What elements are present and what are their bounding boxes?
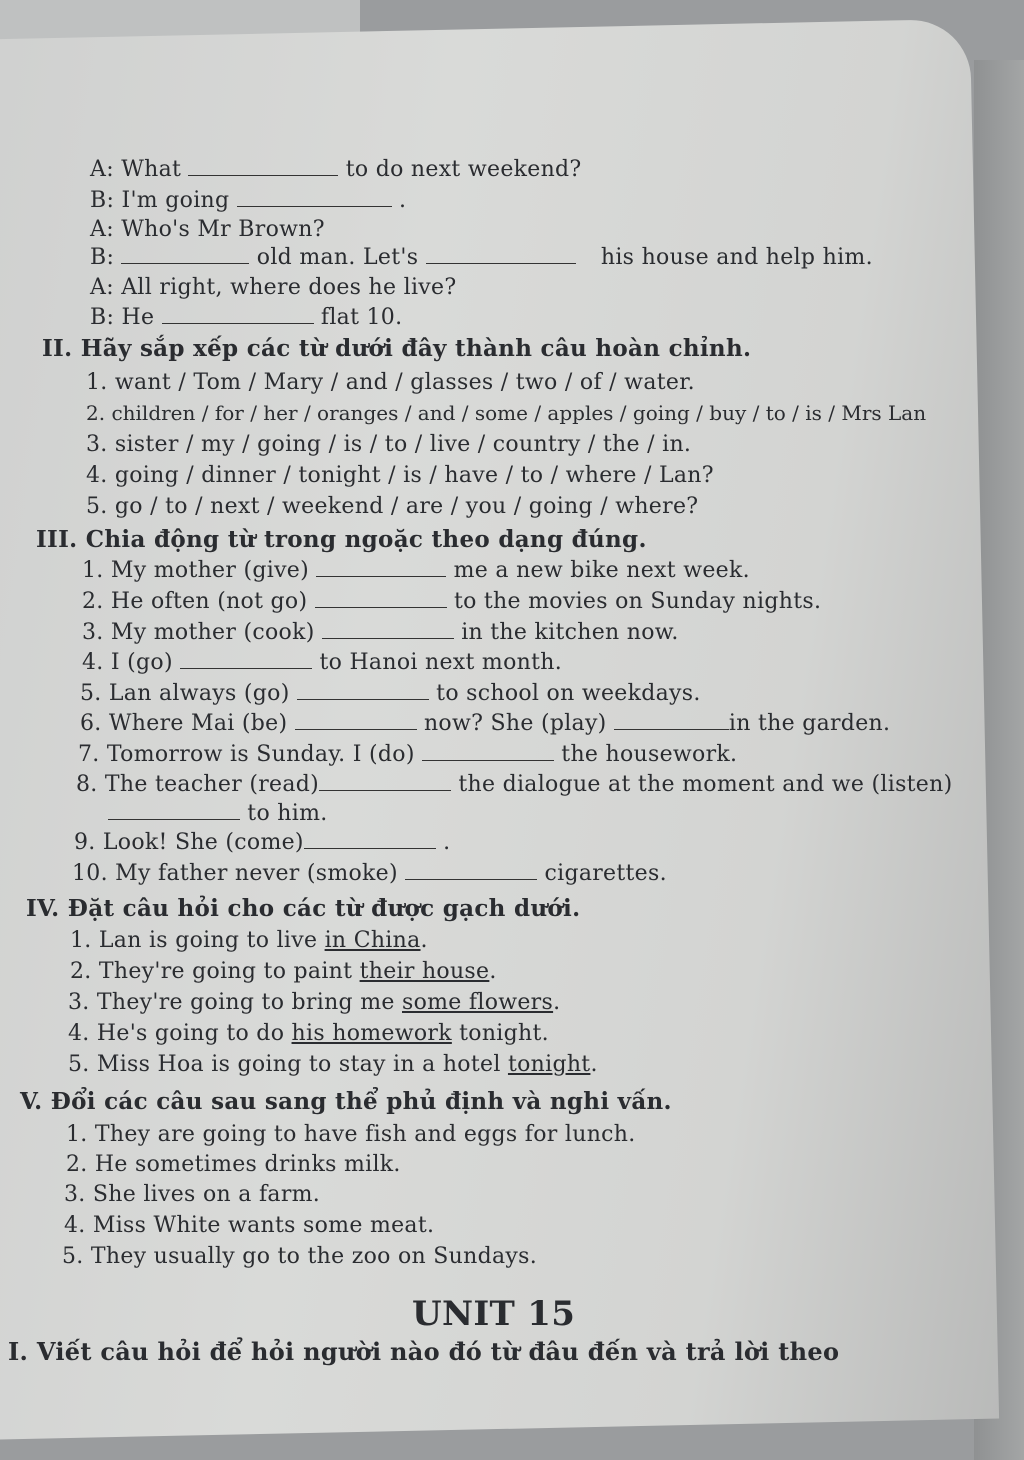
sec3-item-cont: to him. — [108, 801, 328, 826]
dialogue-line-4: B: old man. Let's his house and help him. — [90, 245, 873, 270]
sec4-item: 2. They're going to paint their house. — [70, 959, 497, 984]
dialogue-line-1: A: What to do next weekend? — [90, 157, 582, 182]
sec4-item: 4. He's going to do his homework tonight. — [68, 1021, 549, 1046]
sec3-item: 8. The teacher (read) the dialogue at the moment and we (listen) — [76, 772, 953, 797]
sec5-item: 2. He sometimes drinks milk. — [66, 1152, 401, 1177]
sec2-item: 3. sister / my / going / is / to / live / country / the / in. — [86, 432, 692, 457]
sec3-item: 2. He often (not go) to the movies on Sunday nights. — [82, 589, 822, 614]
sec5-item: 5. They usually go to the zoo on Sundays. — [62, 1244, 538, 1269]
sec3-item: 1. My mother (give) me a new bike next week. — [82, 558, 750, 583]
sec3-item: 5. Lan always (go) to school on weekdays. — [80, 681, 701, 706]
section-3-title: III. Chia động từ trong ngoặc theo dạng đúng. — [36, 526, 647, 553]
sec5-item: 1. They are going to have fish and eggs for lunch. — [66, 1122, 636, 1147]
sec4-item: 3. They're going to bring me some flowers. — [68, 990, 561, 1015]
dialogue-line-2: B: I'm going . — [90, 188, 407, 213]
sec3-item: 3. My mother (cook) in the kitchen now. — [82, 620, 679, 645]
section-4-title: IV. Đặt câu hỏi cho các từ được gạch dưới. — [26, 895, 581, 922]
sec2-item: 5. go / to / next / weekend / are / you / going / where? — [86, 494, 699, 519]
section-1-title-partial: I. Viết câu hỏi để hỏi người nào đó từ đâu đến và trả lời theo — [8, 1337, 840, 1366]
sec2-item: 4. going / dinner / tonight / is / have / to / where / Lan? — [86, 463, 714, 488]
sec3-item: 6. Where Mai (be) now? She (play) in the garden. — [80, 711, 891, 736]
sec4-item: 1. Lan is going to live in China. — [70, 928, 428, 953]
sec2-item: 1. want / Tom / Mary / and / glasses / two / of / water. — [86, 370, 695, 395]
sec3-item: 4. I (go) to Hanoi next month. — [82, 650, 563, 675]
unit-heading: UNIT 15 — [412, 1294, 576, 1334]
sec3-item: 10. My father never (smoke) cigarettes. — [72, 861, 667, 886]
dialogue-line-3: A: Who's Mr Brown? — [90, 217, 325, 242]
sec3-item: 7. Tomorrow is Sunday. I (do) the housework. — [78, 742, 738, 767]
section-2-title: II. Hãy sắp xếp các từ dưới đây thành câu hoàn chỉnh. — [42, 335, 752, 362]
sec4-item: 5. Miss Hoa is going to stay in a hotel tonight. — [68, 1052, 598, 1077]
section-5-title: V. Đổi các câu sau sang thể phủ định và nghi vấn. — [20, 1088, 672, 1115]
dialogue-line-6: B: He flat 10. — [90, 305, 403, 330]
sec5-item: 3. She lives on a farm. — [64, 1182, 321, 1207]
sec5-item: 4. Miss White wants some meat. — [64, 1213, 435, 1238]
dialogue-line-5: A: All right, where does he live? — [90, 275, 457, 300]
sec2-item: 2. children / for / her / oranges / and / some / apples / going / buy / to / is / Mrs Lan — [86, 401, 927, 425]
sec3-item: 9. Look! She (come) . — [74, 830, 451, 855]
